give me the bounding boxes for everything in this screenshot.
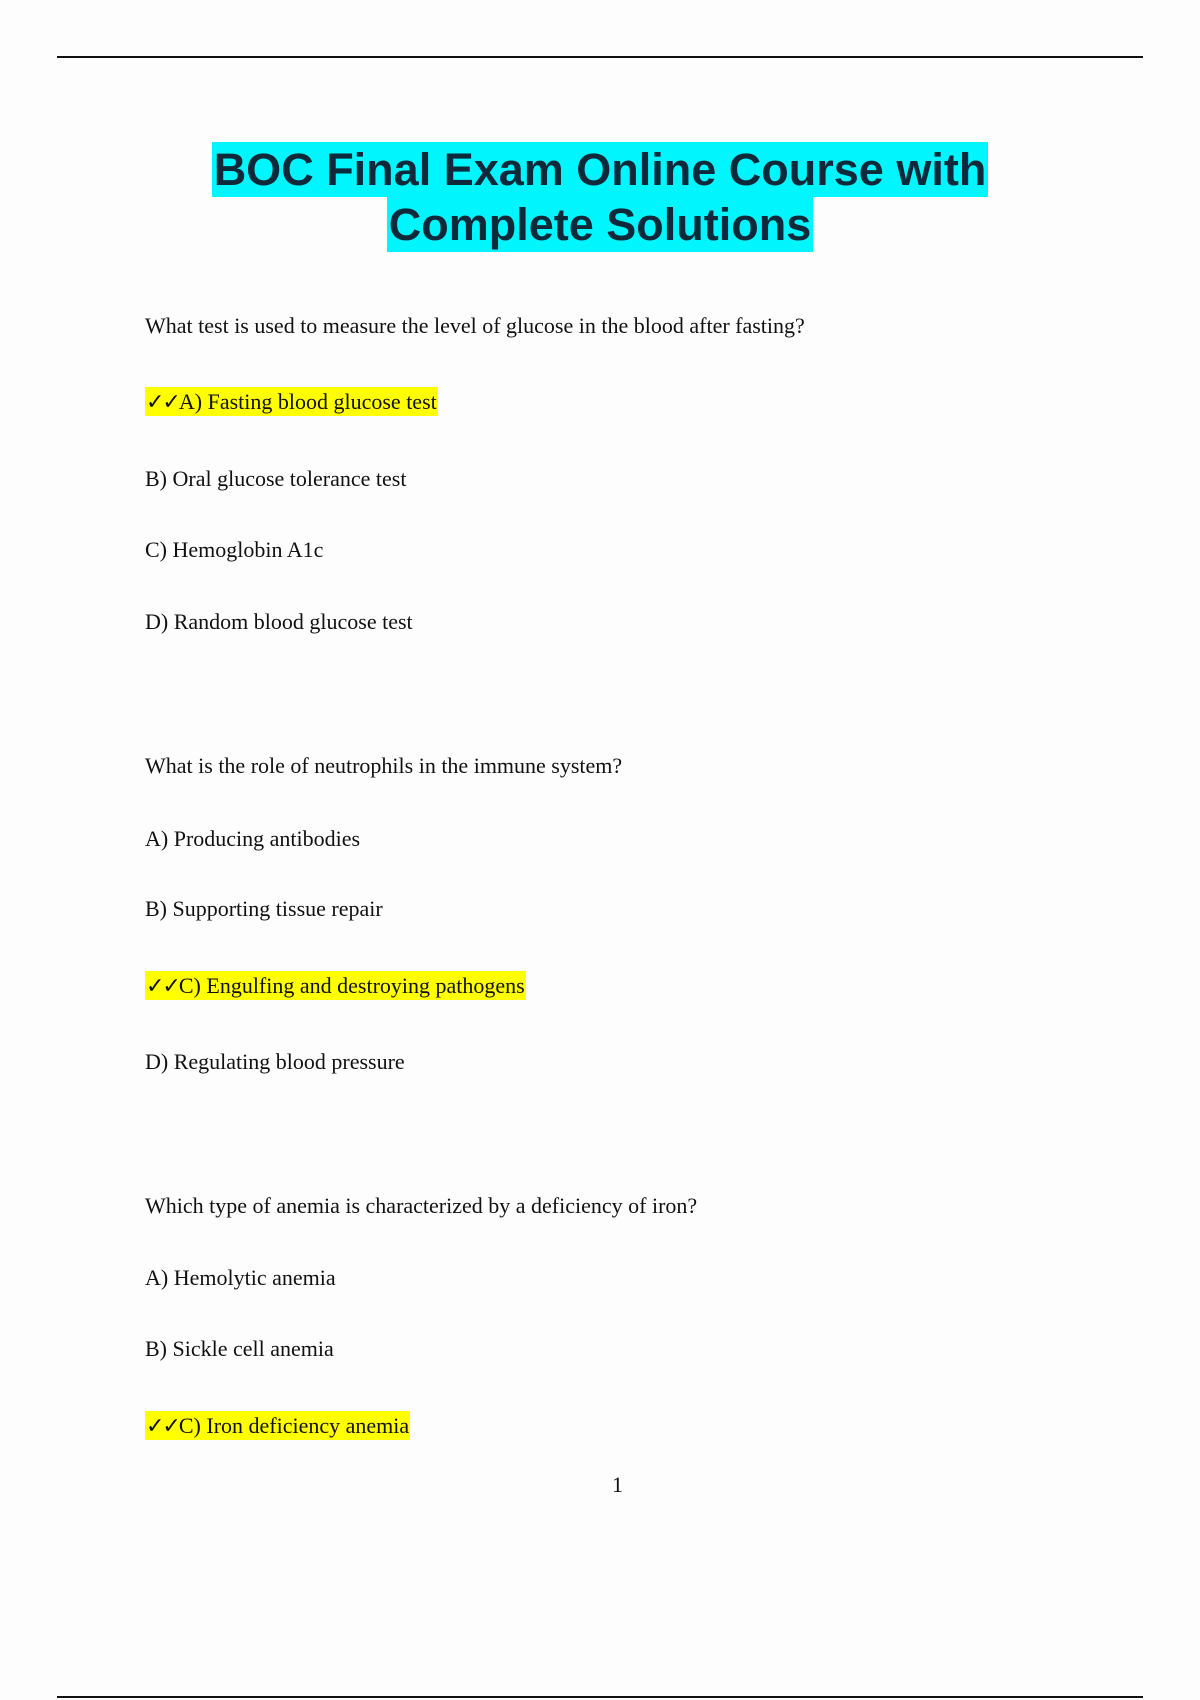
answer-highlight [145, 387, 438, 416]
option-label: C) Iron deficiency anemia [178, 1413, 410, 1438]
title-line-2: Complete Solutions [388, 199, 812, 250]
answer-option: A) Hemolytic anemia [145, 1265, 336, 1290]
question-1-text: What test is used to measure the level of glucose in the blood after fasting? [145, 313, 805, 338]
answer-option: C) Hemoglobin A1c [145, 537, 324, 562]
answer-option: D) Random blood glucose test [145, 609, 413, 634]
answer-option: D) Regulating blood pressure [145, 1049, 405, 1074]
double-check-icon: ✓✓ [146, 1414, 179, 1439]
answer-option: B) Supporting tissue repair [145, 896, 383, 921]
answer-option: B) Oral glucose tolerance test [145, 466, 407, 491]
option-label: C) Engulfing and destroying pathogens [178, 973, 525, 998]
answer-option: B) Sickle cell anemia [145, 1336, 334, 1361]
title-line-1: BOC Final Exam Online Course with [213, 144, 987, 195]
answer-option: A) Producing antibodies [145, 826, 361, 851]
double-check-icon: ✓✓ [146, 390, 179, 415]
question-3-text: Which type of anemia is characterized by a deficiency of iron? [145, 1193, 698, 1218]
answer-highlight [145, 1411, 410, 1440]
answer-highlight [145, 971, 526, 1000]
footer-rule [57, 1696, 1143, 1698]
header-rule [57, 56, 1143, 58]
answer-option-correct [145, 387, 438, 418]
page-number: 1 [612, 1472, 623, 1497]
answer-option-correct [145, 1411, 410, 1442]
option-label: A) Fasting blood glucose test [178, 389, 437, 414]
question-2-text: What is the role of neutrophils in the immune system? [145, 753, 623, 778]
double-check-icon: ✓✓ [146, 974, 179, 999]
document-title [0, 142, 1200, 252]
answer-option-correct [145, 971, 526, 1002]
